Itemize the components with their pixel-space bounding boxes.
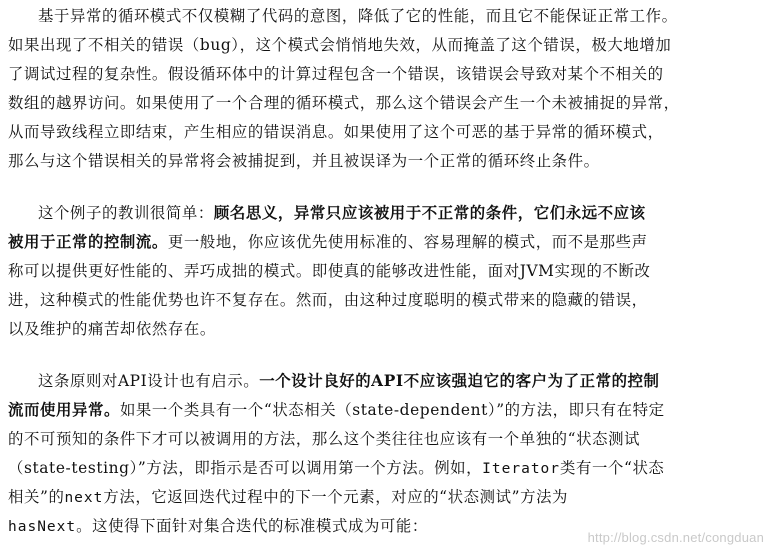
text-line: [8, 483, 766, 512]
text-line: [8, 60, 766, 89]
text-line: [8, 257, 766, 286]
text-run: （state-testing）”方法，即指示是否可以调用第一个方法。例如，: [8, 459, 483, 477]
text-line: [38, 2, 766, 31]
watermark: http://blog.csdn.net/congduan: [587, 530, 764, 545]
text-line: [8, 396, 766, 425]
bold-text: 一个设计良好的API不应该强迫它的客户为了正常的控制: [259, 372, 660, 390]
code-term: hasNext: [8, 519, 77, 535]
text-line: [8, 286, 766, 315]
text-run: 更一般地，你应该优先使用标准的、容易理解的模式，而不是那些声: [167, 233, 648, 251]
text-run: 。这使得下面针对集合迭代的标准模式成为可能：: [76, 517, 428, 535]
text-run: 进，这种模式的性能优势也许不复存在。然而，由这种过度聪明的模式带来的隐藏的错误，: [8, 291, 648, 309]
text-run: 类有一个“状态: [560, 459, 665, 477]
text-run: 这个例子的教训很简单：: [38, 204, 214, 222]
text-line: [8, 315, 766, 344]
text-line: [8, 89, 766, 118]
text-line: [8, 31, 766, 60]
text-line: [8, 454, 766, 483]
text-run: 从而导致线程立即结束，产生相应的错误消息。如果使用了这个可恶的基于异常的循环模式，: [8, 123, 664, 141]
bold-text: 顾名思义，异常只应该被用于不正常的条件，它们永远不应该: [213, 204, 646, 222]
code-term: Iterator: [482, 461, 561, 477]
text-line: [38, 367, 766, 396]
text-run: 以及维护的痛苦却依然存在。: [8, 320, 216, 338]
code-term: next: [64, 490, 104, 506]
text-run: 那么与这个错误相关的异常将会被捕捉到，并且被误译为一个正常的循环终止条件。: [8, 152, 600, 170]
text-run: 基于异常的循环模式不仅模糊了代码的意图，降低了它的性能，而且它不能保证正常工作。: [38, 7, 678, 25]
text-run: 如果一个类具有一个“状态相关（state-dependent）”的方法，即只有在特定: [119, 401, 665, 419]
bold-text: 流而使用异常。: [8, 401, 120, 419]
text-line: [8, 425, 766, 454]
text-line: [38, 199, 766, 228]
text-run: 如果出现了不相关的错误（bug），这个模式会悄悄地失效，从而掩盖了这个错误，极大地增加: [8, 36, 672, 54]
text-line: [8, 147, 766, 176]
text-line: [8, 228, 766, 257]
text-run: 数组的越界访问。如果使用了一个合理的循环模式，那么这个错误会产生一个未被捕捉的异常，: [8, 94, 680, 112]
text-run: 了调试过程的复杂性。假设循环体中的计算过程包含一个错误，该错误会导致对某个不相关的: [8, 65, 664, 83]
text-run: 相关”的: [8, 488, 65, 506]
text-run: 方法，它返回迭代过程中的下一个元素，对应的“状态测试”方法为: [103, 488, 569, 506]
text-line: [8, 118, 766, 147]
text-run: 这条原则对API设计也有启示。: [38, 372, 260, 390]
text-run: 的不可预知的条件下才可以被调用的方法，那么这个类往往也应该有一个单独的“状态测试: [8, 430, 641, 448]
bold-text: 被用于正常的控制流。: [8, 233, 168, 251]
text-run: 称可以提供更好性能的、弄巧成拙的模式。即使真的能够改进性能，面对JVM实现的不断改: [8, 262, 651, 280]
